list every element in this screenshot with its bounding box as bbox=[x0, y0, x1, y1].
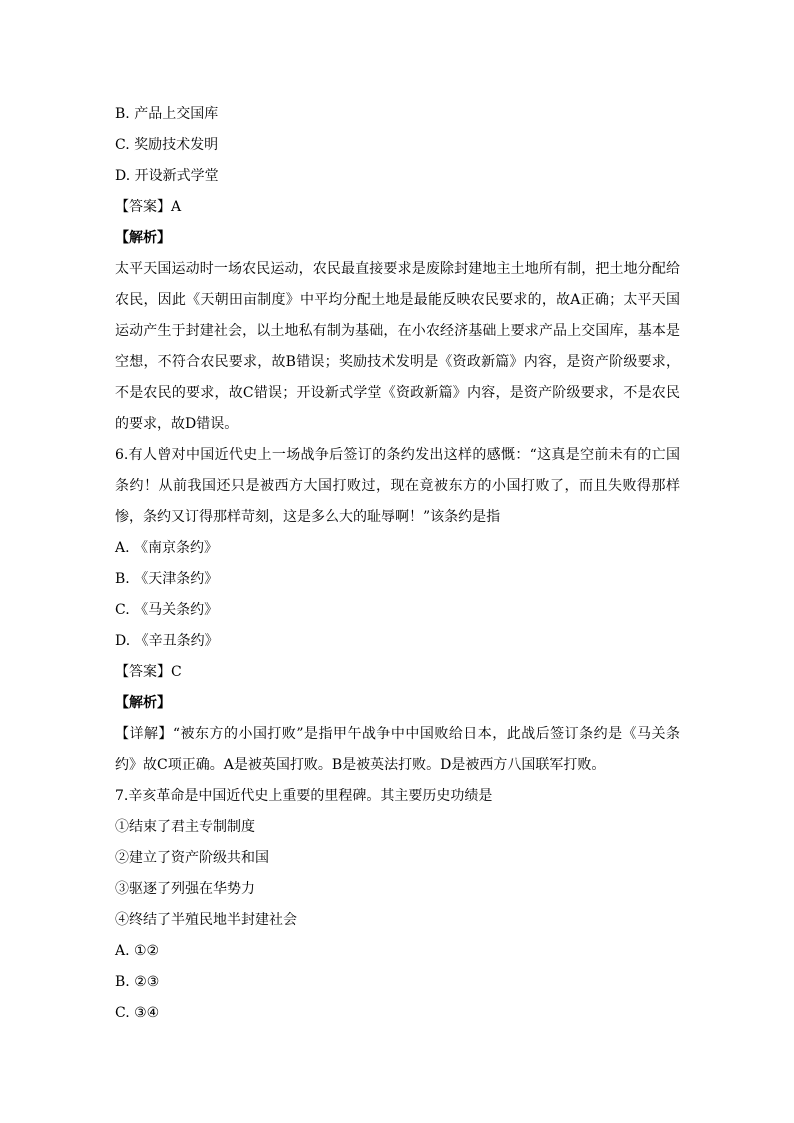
q6-option-a: A. 《南京条约》 bbox=[115, 540, 219, 556]
q7-option-a: A. ①② bbox=[115, 943, 160, 959]
q7-item-1: ①结束了君主专制制度 bbox=[115, 819, 255, 835]
q6-analysis-heading: 【解析】 bbox=[115, 695, 171, 711]
q5-answer: 【答案】A bbox=[115, 199, 182, 215]
q7-item-4: ④终结了半殖民地半封建社会 bbox=[115, 912, 297, 928]
q7-stem: 7.辛亥革命是中国近代史上重要的里程碑。其主要历史功绩是 bbox=[115, 788, 493, 804]
q5-option-d: D. 开设新式学堂 bbox=[115, 168, 219, 184]
q7-item-3: ③驱逐了列强在华势力 bbox=[115, 881, 255, 897]
q7-option-b: B. ②③ bbox=[115, 974, 160, 990]
q5-analysis-text: 太平天国运动时一场农民运动，农民最直接要求是废除封建地主土地所有制，把土地分配给农民，因此《天朝田亩制度》中平均分配土地是最能反映农民要求的，故A正确；太平天国运动产生于封建社会，以土地私有制为基础，在小农经济基础上要求产品上交国库，基本是空想，不符合农民要求，故B错误；奖励技术发明是《资政新篇》内容，是资产阶级要求，不是农民的要求，故C错误；开设新式学堂《资政新篇》内容，是资产阶级要求，不是农民的要求，故D错误。 bbox=[115, 261, 680, 432]
q6-answer: 【答案】C bbox=[115, 664, 182, 680]
q5-option-b: B. 产品上交国库 bbox=[115, 106, 219, 122]
q6-option-c: C. 《马关条约》 bbox=[115, 602, 219, 618]
q5-analysis-heading: 【解析】 bbox=[115, 230, 171, 246]
q6-option-b: B. 《天津条约》 bbox=[115, 571, 219, 587]
q7-option-c: C. ③④ bbox=[115, 1005, 160, 1021]
document-content bbox=[115, 99, 680, 1029]
q6-option-d: D. 《辛丑条约》 bbox=[115, 633, 219, 649]
q7-item-2: ②建立了资产阶级共和国 bbox=[115, 850, 269, 866]
q5-option-c: C. 奖励技术发明 bbox=[115, 137, 219, 153]
q6-detail-text: 【详解】“被东方的小国打败”是指甲午战争中中国败给日本，此战后签订条约是《马关条约》故C项正确。A是被英国打败。B是被英法打败。D是被西方八国联军打败。 bbox=[115, 726, 680, 773]
q6-stem: 6.有人曾对中国近代史上一场战争后签订的条约发出这样的感慨：“这真是空前未有的亡国条约！从前我国还只是被西方大国打败过，现在竟被东方的小国打败了，而且失败得那样惨，条约又订得那样苛刻，这是多么大的耻辱啊！”该条约是指 bbox=[115, 447, 680, 525]
